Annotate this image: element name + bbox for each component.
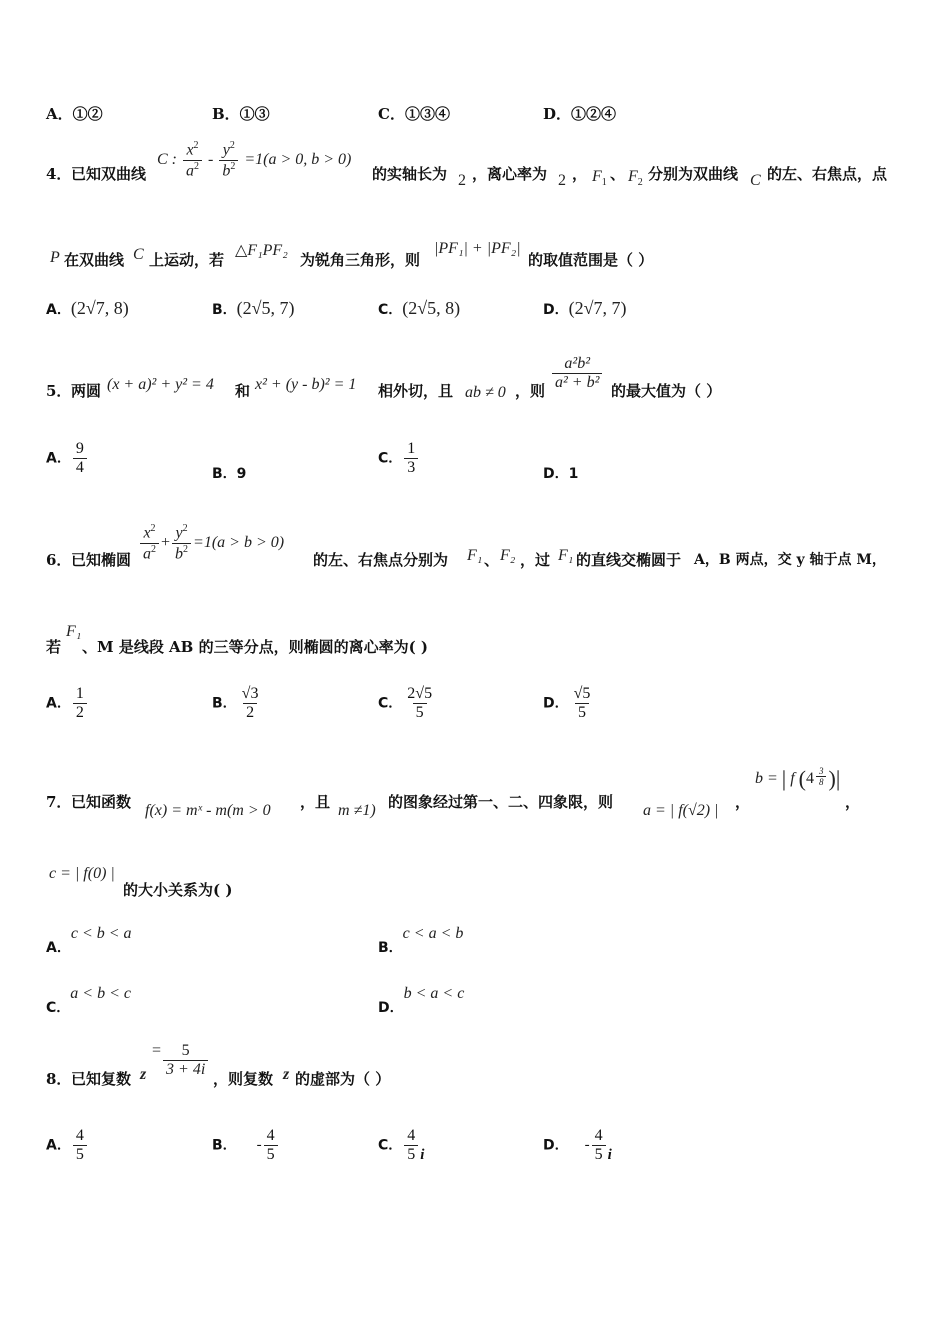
q3-option-d[interactable]: D．①②④ xyxy=(543,105,617,123)
q4-comma: ， xyxy=(572,165,588,183)
q6-stem-2: 的左、右焦点分别为 xyxy=(313,551,449,569)
q7-number: 7． xyxy=(46,793,72,811)
q4-option-a[interactable]: A．(2√7, 8) xyxy=(46,298,129,318)
q4-p: P xyxy=(50,249,60,266)
q5-fraction: $\frac{\text{a²b²}}{\text{a² + b²}}$ xyxy=(550,355,604,393)
q8-fraction: = $\frac{5}{3 + 4i}$ xyxy=(152,1042,210,1080)
q8-option-b[interactable]: B． - $\frac{4}{5}$ xyxy=(212,1127,280,1165)
q5-option-a[interactable]: A． $\frac{9}{4}$ xyxy=(46,440,89,478)
q5-option-c[interactable]: C． $\frac{1}{3}$ xyxy=(378,440,420,478)
q6-option-c[interactable]: C． $\frac{2√5}{5}$ xyxy=(378,685,433,722)
q4-stem-9: 为锐角三角形，则 xyxy=(300,251,421,269)
q5-stem-3: 相外切，且 xyxy=(378,382,454,400)
q6-f2: F₂ xyxy=(500,547,516,564)
q7-comma: ， xyxy=(735,793,751,811)
q7-function: f(x) = mˣ - m(m > 0 xyxy=(145,802,271,819)
q5-stem-5: 的最大值为（ ） xyxy=(611,382,722,400)
q6-line2: 若 xyxy=(46,638,62,656)
q3-option-b[interactable]: B．①③ xyxy=(212,105,270,123)
q4-stem-6: 的左、右焦点，点 xyxy=(767,165,888,183)
q4-triangle: △F₁PF₂ xyxy=(235,242,288,259)
q7-a-def: a = | f(√2) | xyxy=(643,802,719,819)
q8-stem-1: 已知复数 xyxy=(71,1070,132,1088)
q5-circle-2: x² + (y - b)² = 1 xyxy=(255,376,357,393)
q4-stem-3: ，离心率为 xyxy=(472,165,548,183)
q7-b-def: b = | f (4 $\frac{3}{8}$ )| xyxy=(755,766,841,791)
q4-eq-x-frac: $\frac{x^2}{a^2}$ xyxy=(183,140,202,180)
q7-option-a[interactable]: A．c < b < a xyxy=(46,925,132,956)
q5-option-d[interactable]: D．1 xyxy=(543,466,579,482)
q5-number: 5． xyxy=(46,382,72,400)
q8-option-a[interactable]: A． $\frac{4}{5}$ xyxy=(46,1127,89,1165)
q4-f2: $F_2$ xyxy=(628,168,643,189)
q5-stem-4: ，则 xyxy=(515,382,546,400)
q7-c-def: c = | f(0) | xyxy=(49,865,115,882)
q4-stem-4: 、 xyxy=(610,165,626,183)
q3-option-c[interactable]: C．①③④ xyxy=(378,105,450,123)
q4-stem-2: 的实轴长为 xyxy=(372,165,448,183)
q7-option-d[interactable]: D．b < a < c xyxy=(378,985,465,1016)
q6-ab-text: A，B 两点，交 y 轴于点 M， xyxy=(694,552,886,568)
q8-stem-2: ，则复数 xyxy=(213,1070,274,1088)
q4-option-c[interactable]: C．(2√5, 8) xyxy=(378,298,461,318)
q4-option-b[interactable]: B．(2√5, 7) xyxy=(212,298,295,318)
q7-stem-2: ，且 xyxy=(300,793,331,811)
q4-expression: |PF₁| + |PF₂| xyxy=(434,240,521,257)
q4-val-e: 2 xyxy=(558,172,566,189)
q6-number: 6． xyxy=(46,551,72,569)
q5-circle-1: (x + a)² + y² = 4 xyxy=(107,376,214,393)
q6-sep: 、 xyxy=(484,551,500,569)
q6-stem-4: 的直线交椭圆于 xyxy=(576,551,682,569)
q4-eq-y-frac: $\frac{y^2}{b^2}$ xyxy=(219,140,238,180)
q5-stem-2: 和 xyxy=(235,382,251,400)
q7-option-b[interactable]: B．c < a < b xyxy=(378,925,464,956)
q8-stem-3: 的虚部为（ ） xyxy=(295,1070,391,1088)
q7-stem-4: 的大小关系为( ) xyxy=(123,881,233,899)
q6-f1c: F₁ xyxy=(66,623,82,640)
q8-z2: z xyxy=(283,1066,290,1083)
q8-z: z xyxy=(140,1066,147,1083)
q4-stem-10: 的取值范围是（ ） xyxy=(528,251,654,269)
q4-c3: C xyxy=(133,246,144,263)
q7-stem-1: 已知函数 xyxy=(71,793,132,811)
q4-eq-c: C : xyxy=(157,150,177,168)
q4-stem-7: 在双曲线 xyxy=(64,251,125,269)
q4-option-d[interactable]: D．(2√7, 7) xyxy=(543,298,627,318)
q4-f1: $F_1$ xyxy=(592,168,607,189)
q6-f1b: F₁ xyxy=(558,547,574,564)
q4-eq-cond: =1(a > 0, b > 0) xyxy=(244,150,352,168)
q4-stem-8: 上运动，若 xyxy=(149,251,225,269)
q7-cond: m ≠1) xyxy=(338,802,376,819)
q4-hyperbola-equation: C : $\frac{x^2}{a^2}$ - $\frac{y^2}{b^2}$ =1(a > 0, b > 0) xyxy=(157,140,352,180)
q4-c2: C xyxy=(750,172,761,189)
q6-option-d[interactable]: D． $\frac{√5}{5}$ xyxy=(543,685,591,722)
q7-stem-3: 的图象经过第一、二、四象限，则 xyxy=(388,793,614,811)
q8-option-d[interactable]: D． - $\frac{4}{5}$ i xyxy=(543,1127,612,1164)
q6-stem-3: ，过 xyxy=(520,551,551,569)
q8-option-c[interactable]: C． $\frac{4}{5}$ i xyxy=(378,1127,425,1164)
q4-number: 4． xyxy=(46,165,72,183)
q6-line2-rest: 、M 是线段 AB 的三等分点，则椭圆的离心率为( ) xyxy=(82,638,429,656)
q7-option-c[interactable]: C．a < b < c xyxy=(46,985,131,1016)
q4-stem-1: 已知双曲线 xyxy=(71,165,147,183)
q5-option-b[interactable]: B．9 xyxy=(212,466,247,482)
q6-ellipse-equation: $\frac{x^2}{a^2}$ + $\frac{y^2}{b^2}$ =1(a > b > 0) xyxy=(138,523,284,563)
q4-val-2a: 2 xyxy=(458,172,466,189)
q5-stem-1: 两圆 xyxy=(71,382,102,400)
q3-option-a[interactable]: A．①② xyxy=(46,105,103,123)
q4-stem-5: 分别为双曲线 xyxy=(648,165,739,183)
q6-option-a[interactable]: A． $\frac{1}{2}$ xyxy=(46,685,89,723)
q5-cond: ab ≠ 0 xyxy=(465,384,506,401)
q6-f1: F₁ xyxy=(467,547,483,564)
q6-stem-1: 已知椭圆 xyxy=(71,551,132,569)
q7-comma2: ， xyxy=(845,793,861,811)
q8-number: 8． xyxy=(46,1070,72,1088)
q6-option-b[interactable]: B． $\frac{√3}{2}$ xyxy=(212,685,259,722)
